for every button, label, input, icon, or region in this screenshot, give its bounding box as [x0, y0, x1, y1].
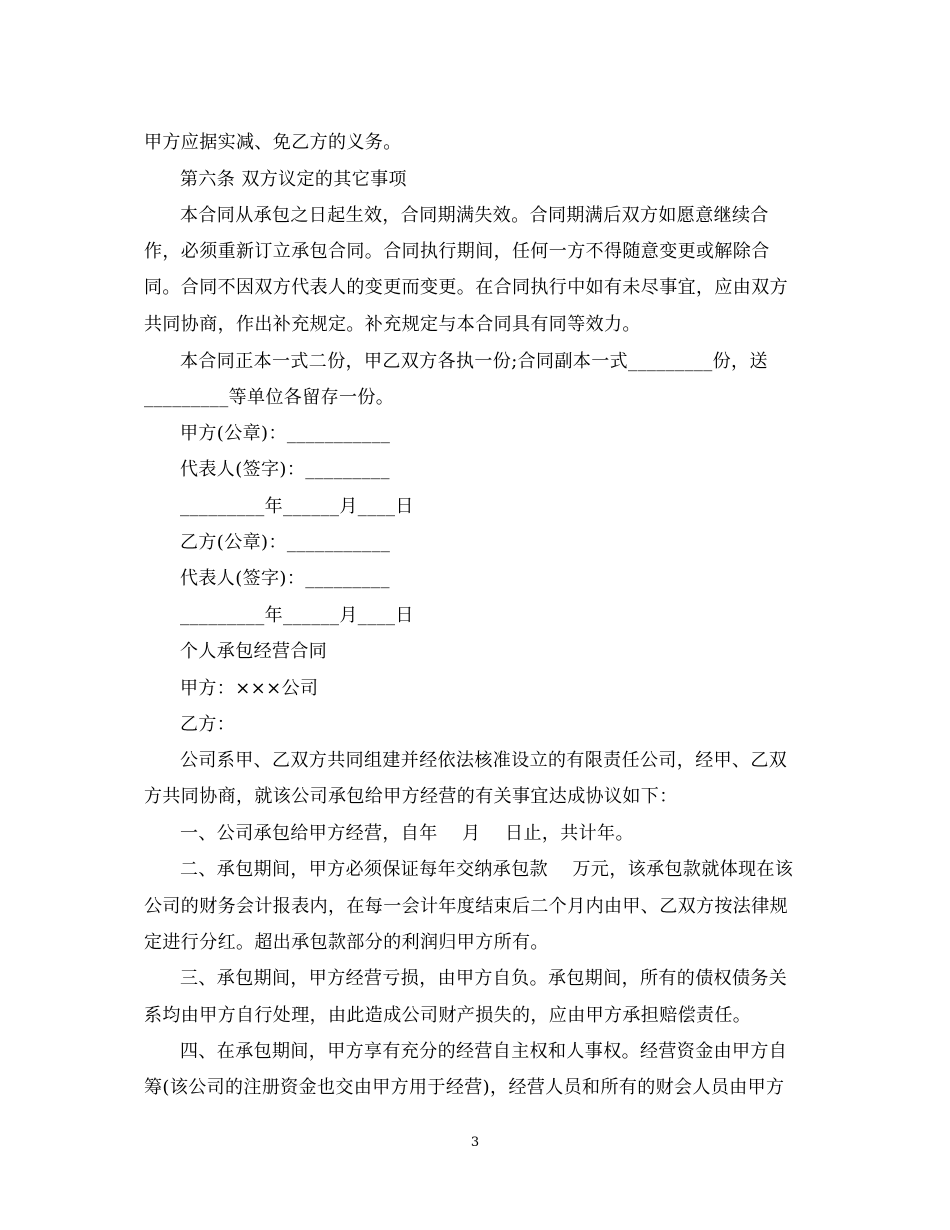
text-line: 同。合同不因双方代表人的变更而变更。在合同执行中如有未尽事宜，应由双方	[144, 277, 788, 298]
text-line: 公司的财务会计报表内，在每一会计年度结束后二个月内由甲、乙双方按法律规	[144, 896, 788, 917]
signature-field: 甲方(公章)：___________	[180, 423, 391, 444]
text-line: 甲方应据实减、免乙方的义务。	[144, 132, 402, 153]
text-line: 公司系甲、乙双方共同组建并经依法核准设立的有限责任公司，经甲、乙双	[180, 750, 788, 771]
text-line: 系均由甲方自行处理，由此造成公司财产损失的，应由甲方承担赔偿责任。	[144, 1005, 752, 1026]
party-b: 乙方：	[180, 714, 236, 735]
text-line: _________等单位各留存一份。	[144, 387, 395, 408]
date-field: _________年______月____日	[180, 496, 414, 517]
party-a: 甲方：×××公司	[180, 678, 319, 699]
text-line: 本合同正本一式二份，甲乙双方各执一份;合同副本一式_________份，送	[180, 351, 768, 372]
contract-title: 个人承包经营合同	[180, 641, 328, 662]
section-heading: 第六条 双方议定的其它事项	[180, 169, 407, 190]
signature-field: 代表人(签字)：_________	[180, 568, 390, 589]
clause-2: 二、承包期间，甲方必须保证每年交纳承包款 万元，该承包款就体现在该	[180, 859, 794, 880]
text-line: 作，必须重新订立承包合同。合同执行期间，任何一方不得随意变更或解除合	[144, 241, 770, 262]
page-number: 3	[470, 1135, 480, 1150]
text-line: 方共同协商，就该公司承包给甲方经营的有关事宜达成协议如下：	[144, 786, 678, 807]
clause-1: 一、公司承包给甲方经营，自年 月 日止，共计年。	[180, 823, 634, 844]
clause-4: 四、在承包期间，甲方享有充分的经营自主权和人事权。经营资金由甲方自	[180, 1041, 788, 1062]
text-line: 筹(该公司的注册资金也交由甲方用于经营)，经营人员和所有的财会人员由甲方	[144, 1077, 785, 1098]
signature-field: 代表人(签字)：_________	[180, 459, 390, 480]
date-field: _________年______月____日	[180, 605, 414, 626]
text-line: 本合同从承包之日起生效，合同期满失效。合同期满后双方如愿意继续合	[180, 205, 769, 226]
text-line: 共同协商，作出补充规定。补充规定与本合同具有同等效力。	[144, 314, 641, 335]
clause-3: 三、承包期间，甲方经营亏损，由甲方自负。承包期间，所有的债权债务关	[180, 968, 788, 989]
text-line: 定进行分红。超出承包款部分的利润归甲方所有。	[144, 932, 549, 953]
signature-field: 乙方(公章)：___________	[180, 532, 391, 553]
